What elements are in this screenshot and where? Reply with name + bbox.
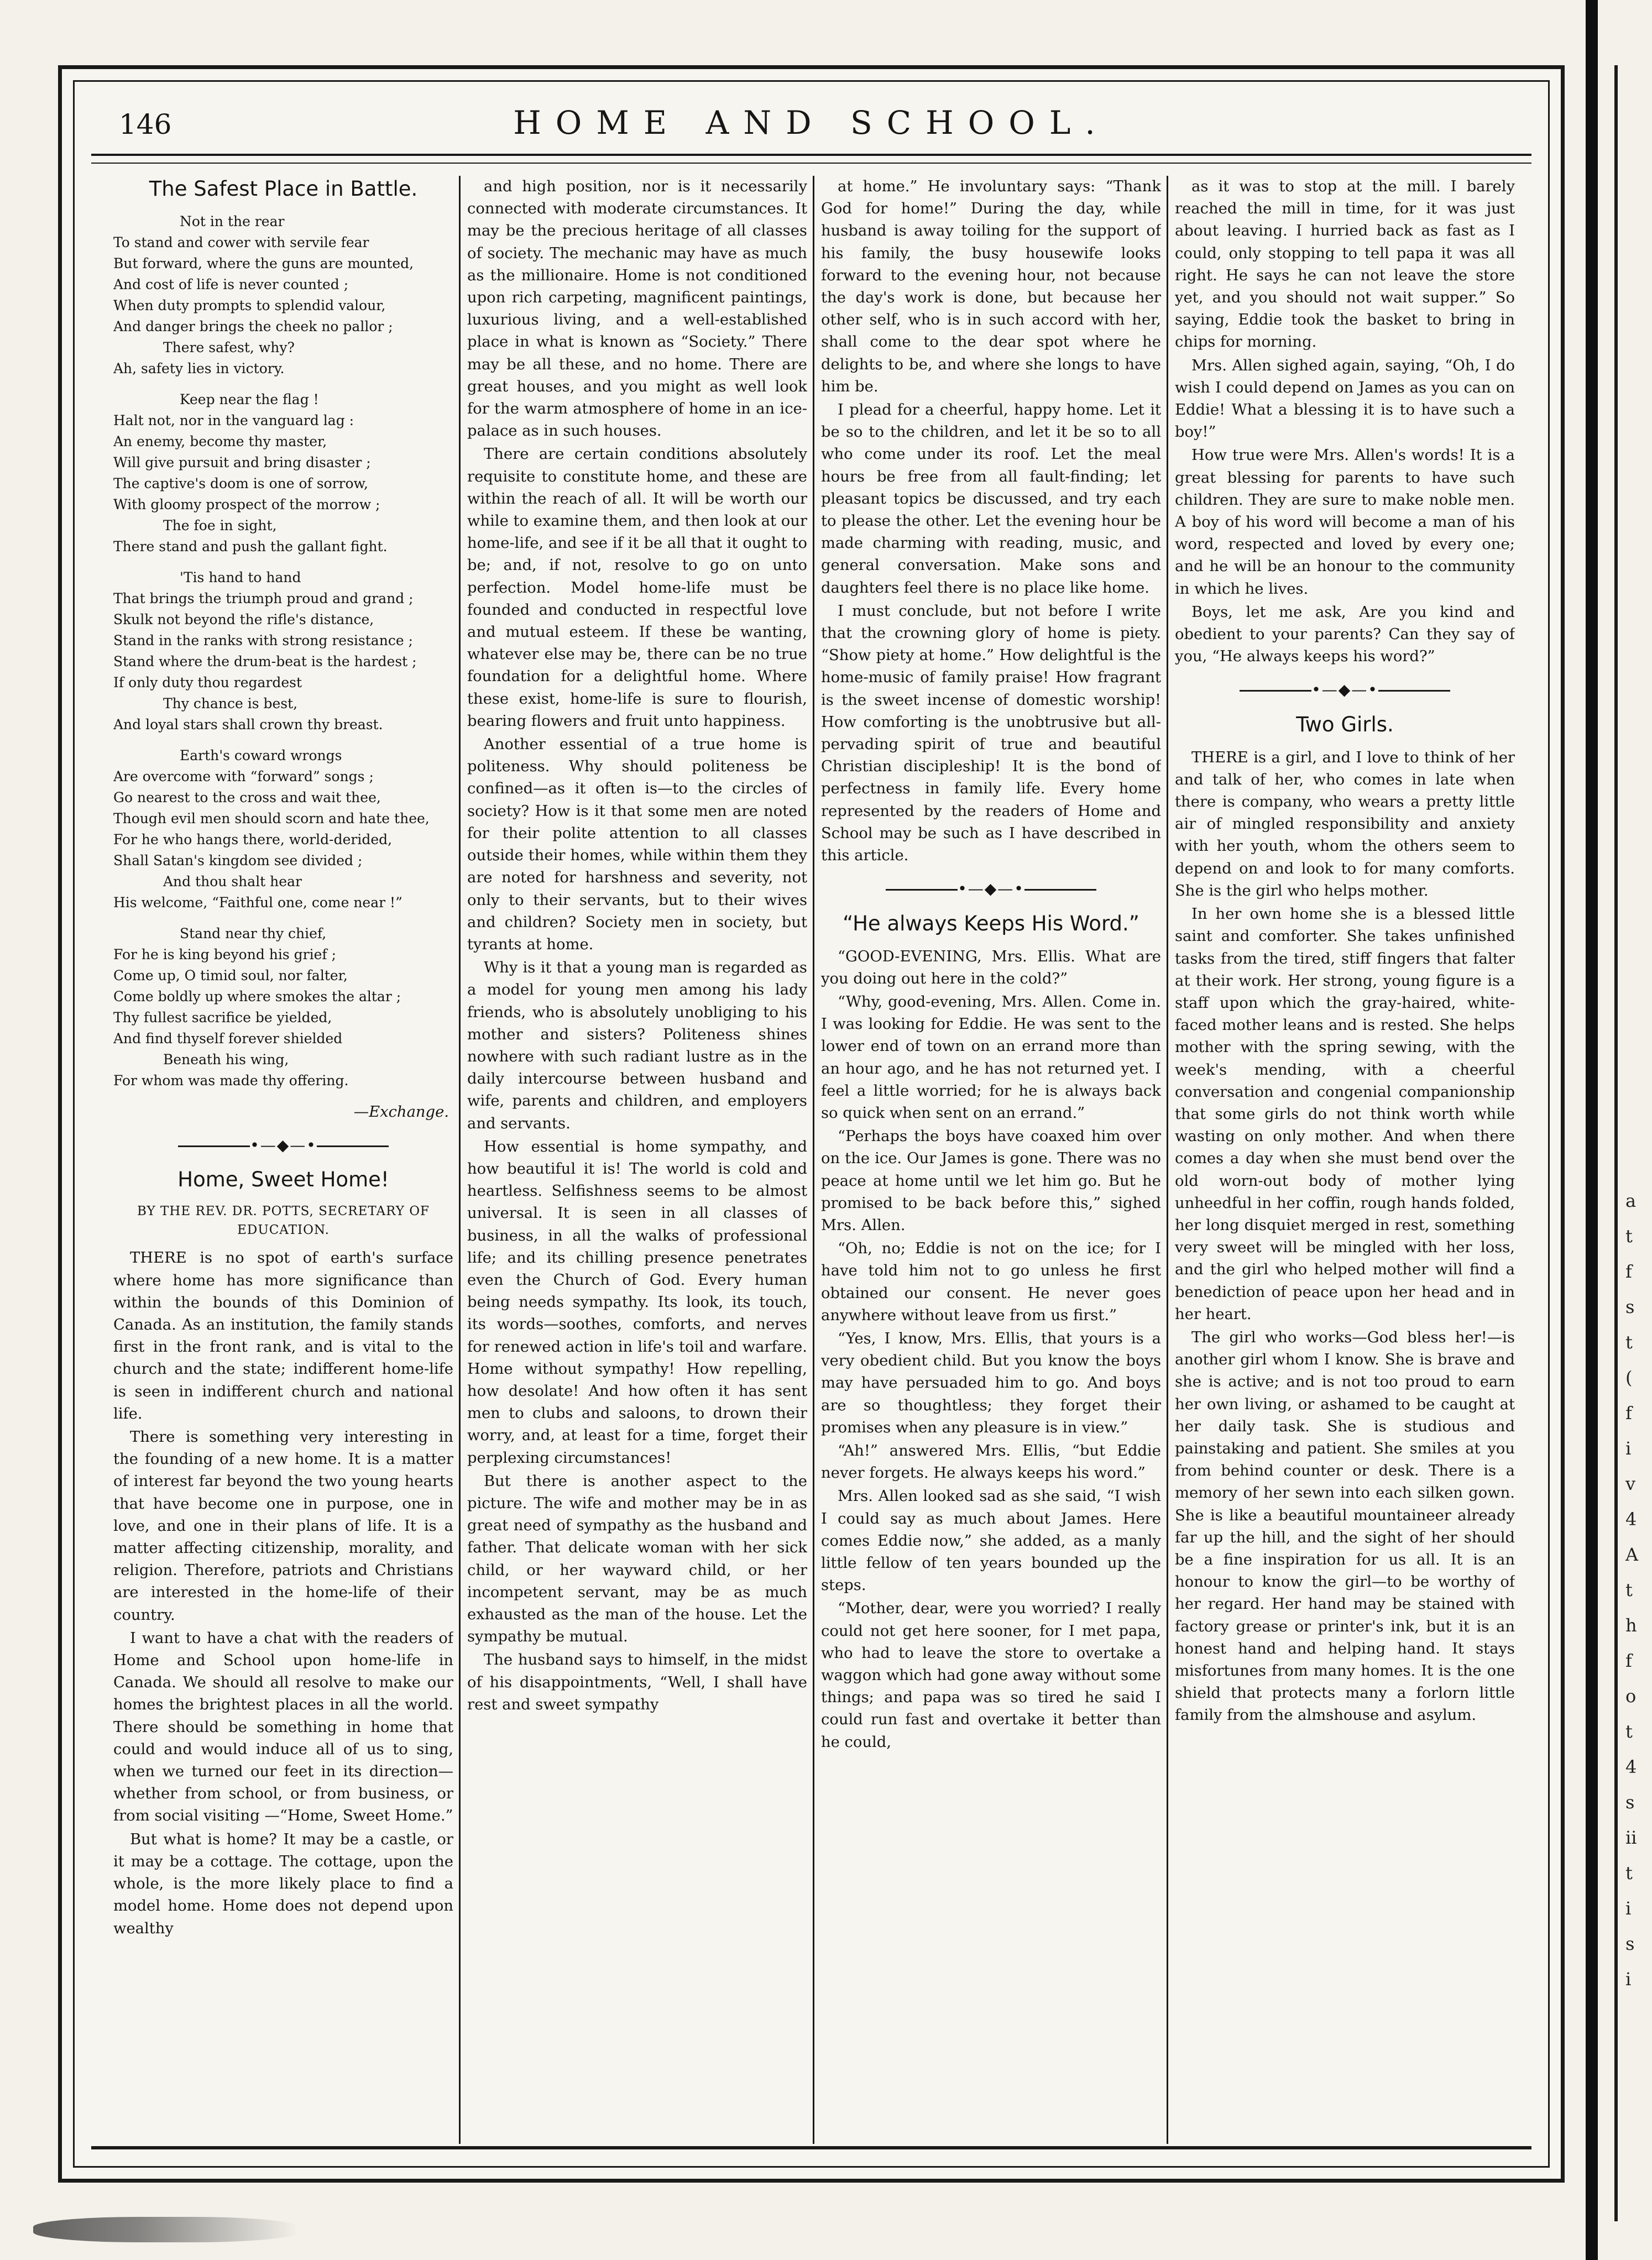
column-1: [113, 176, 453, 2144]
paragraph: But what is home? It may be a castle, or it may be a cottage. The cottage, upon the whole, is the more likely place to find a model home. Home does not depend upon wealthy: [113, 1830, 453, 1937]
poem-line: His welcome, “Faithful one, come near !”: [113, 894, 402, 911]
article-body: [467, 176, 807, 1716]
poem-line: Though evil men should scorn and hate thee,: [113, 810, 430, 826]
paragraph: How essential is home sympathy, and how beautiful it is! The world is cold and heartless. Selfishness seems to be almost universal. It is seen in all classes of business, in all the walks of professional life; and its chilling presence penetrates even the Church of God. Every human being needs sympathy. Its look, its touch, its words—soothes, comforts, and nerves for renewed action in life's toil and warfare. Home without sympathy! How repelling, how desolate! And how often it has sent men to clubs and saloons, to drown their worry, and, at least for a time, forget their perplexing circumstances!: [467, 1138, 807, 1467]
section-divider: [821, 878, 1161, 900]
margin-letter: t: [1625, 1863, 1633, 1884]
ornament: •—◆—•: [1311, 681, 1378, 699]
paragraph: I want to have a chat with the readers of Home and School upon home-life in Canada. We should all resolve to make our homes the brightest places in all the world. There should be something in home that could and would induce all of us to sing, when we turned our feet in its direction—whether from school, or from business, or from social visiting —“Home, Sweet Home.”: [113, 1629, 453, 1825]
margin-letter: f: [1625, 1261, 1632, 1282]
column-4: [1175, 176, 1515, 2144]
margin-letter: s: [1625, 1792, 1635, 1813]
paragraph: There is something very interesting in the founding of a new home. It is a matter of interest far beyond the two young hearts that have become one in purpose, one in love, and one in their plans of life. It is a matter affecting citizenship, morality, and religion. Therefore, patriots and Christians are interested in the home-life of their country.: [113, 1429, 453, 1624]
poem-line: The captive's doom is one of sorrow,: [113, 475, 368, 491]
poem-line: Not in the rear: [180, 213, 285, 229]
story-body: [1175, 176, 1515, 668]
column-3: [821, 176, 1161, 2144]
footer-rule: [91, 2146, 1531, 2149]
poem-line: Stand near thy chief,: [180, 925, 327, 941]
paragraph: THERE is a girl, and I love to think of her and talk of her, who comes in late when there is company, who wears a pretty little air of mingled responsibility and anxiety with her youth, whom the others seem to depend on and look to for many comforts. She is the girl who helps mother.: [1175, 749, 1515, 899]
paragraph: Mrs. Allen sighed again, saying, “Oh, I do wish I could depend on James as you can on Eddie! What a blessing it is to have such a boy!”: [1175, 357, 1515, 441]
article-title: Two Girls.: [1296, 712, 1394, 736]
poem-line: Thy chance is best,: [163, 695, 298, 712]
next-page-margin-text: [1625, 1183, 1648, 1997]
poem-line: Ah, safety lies in victory.: [113, 360, 285, 376]
poem-line: 'Tis hand to hand: [180, 569, 301, 585]
poem-line: And find thyself forever shielded: [113, 1030, 343, 1047]
paragraph: “Oh, no; Eddie is not on the ice; for I have told him not to go unless he first obtained our consent. He never goes anywhere without leave from us first.”: [821, 1240, 1161, 1324]
page-header: [97, 93, 1526, 148]
page-number: 146: [119, 108, 172, 140]
poem-line: There stand and push the gallant fight.: [113, 538, 388, 554]
poem-line: Shall Satan's kingdom see divided ;: [113, 852, 363, 869]
poem-line: Go nearest to the cross and wait thee,: [113, 789, 381, 805]
poem-line: And loyal stars shall crown thy breast.: [113, 716, 383, 733]
ornament: •—◆—•: [250, 1136, 317, 1155]
poem-line: And cost of life is never counted ;: [113, 276, 349, 292]
margin-letter: (: [1625, 1367, 1633, 1388]
ink-smudge: [33, 2217, 299, 2242]
poem-stanza: [113, 745, 453, 913]
paragraph: Why is it that a young man is regarded as a model for young men among his lady friends, who is absolutely unobliging to his mother and sisters? Politeness shines nowhere with such radiant lustre as in the daily intercourse between husband and wife, parents and children, and employers and servants.: [467, 959, 807, 1132]
story-body: [821, 946, 1161, 1754]
poem-line: Will give pursuit and bring disaster ;: [113, 454, 371, 470]
poem-line: Are overcome with “forward” songs ;: [113, 768, 374, 784]
margin-letter: i: [1625, 1969, 1632, 1990]
binding-spine: [1586, 0, 1598, 2260]
paragraph: Boys, let me ask, Are you kind and obedient to your parents? Can they say of you, “He always keeps his word?”: [1175, 603, 1515, 666]
paragraph: at home.” He involuntary says: “Thank God for home!” During the day, while husband is away toiling for the support of his family, the busy housewife looks forward to the evening hour, not because the day's work is done, but because her other self, who is in such accord with her, shall come to the dear spot where he delights to be, and where she longs to have him be.: [821, 178, 1161, 395]
section-divider: [1175, 679, 1515, 701]
column-rule: [459, 176, 461, 2144]
article-body: [113, 1247, 453, 1939]
margin-letter: s: [1625, 1933, 1635, 1954]
poem-line: Come boldly up where smokes the altar ;: [113, 988, 401, 1005]
paragraph: “Yes, I know, Mrs. Ellis, that yours is a very obedient child. But you know the boys may have persuaded him to go. And boys are so thoughtless; they forget their promises when any pleasure is in view.”: [821, 1330, 1161, 1436]
paragraph: “Why, good-evening, Mrs. Allen. Come in. I was looking for Eddie. He was sent to the lower end of town on an errand more than an hour ago, and he has not returned yet. I feel a little worried; for he is always back so quick when sent on an errand.”: [821, 993, 1161, 1122]
poem-stanza: [113, 567, 453, 735]
poem-line: Keep near the flag !: [180, 391, 319, 407]
inner-frame: [73, 80, 1550, 2168]
poem-line: That brings the triumph proud and grand ;: [113, 590, 414, 606]
poem-line: Skulk not beyond the rifle's distance,: [113, 611, 374, 627]
poem-line: Halt not, nor in the vanguard lag :: [113, 412, 354, 428]
paragraph: The husband says to himself, in the midst of his disappointments, “Well, I shall have rest and sweet sympathy: [467, 1651, 807, 1713]
byline: BY THE REV. DR. POTTS, SECRETARY OF EDUCATION.: [137, 1204, 430, 1238]
article-body: [821, 176, 1161, 867]
poem-line: For whom was made thy offering.: [113, 1073, 349, 1089]
margin-letter: t: [1625, 1332, 1633, 1353]
poem-stanza: [113, 211, 453, 379]
paragraph: Mrs. Allen looked sad as she said, “I wish I could say as much about James. Here comes Eddie now,” she added, as a manly little fellow of ten years bounded up the steps.: [821, 1488, 1161, 1594]
paragraph: The girl who works—God bless her!—is another girl whom I know. She is brave and she is active; and is not too proud to earn her own living, or ashamed to be caught at her daily task. She is studious and painstaking and patient. She smiles at you from behind counter or desk. There is a memory of her sewn into each silken gown. She is like a beautiful mountaineer already far up the hill, and the sight of her should be a fine inspiration for us all. It is an honour to know the girl—to be worthy of her regard. Her hand may be stained with factory grease or printer's ink, but it is an honest hand and helping hand. It stays misfortunes from many homes. It is the one shield that protects many a forlorn little family from the almshouse and asylum.: [1175, 1328, 1515, 1724]
paragraph: In her own home she is a blessed little saint and comforter. She takes unfinished tasks from the tired, stiff fingers that falter at their work. Her strong, young figure is a staff upon which the gray-haired, white-faced mother leans and is rested. She helps mother with the spring sewing, with the week's mending, with a cheerful conversation and congenial companionship that some girls do not think worth while wasting on only mother. And when there comes a day when she must bend over the old worn-out body of mother lying unheedful in her coffin, rough hands folded, her long disquiet merged in rest, something very sweet will be mingled with her loss, and the girl who helped mother will find a benediction of peace upon her head and in her heart.: [1175, 906, 1515, 1323]
paragraph: I must conclude, but not before I write that the crowning glory of home is piety. “Show piety at home.” How delightful is the home-music of family praise! How fragrant is the sweet incense of domestic worship! How comforting is the unobtrusive but all-pervading spirit of true and beautiful Christian discipleship! It is the bond of perfectness in family life. Every home represented by the readers of Home and School may be such as I have described in this article.: [821, 602, 1161, 865]
poem-line: With gloomy prospect of the morrow ;: [113, 496, 380, 512]
paragraph: Another essential of a true home is politeness. Why should politeness be confined—as it often is—to the circles of society? How is it that some men are noted for their polite attention to all classes outside their homes, while within them they are noted for harshness and severity, not only to their servants, but to their wives and children? Society men in society, but tyrants at home.: [467, 736, 807, 953]
story-title: “He always Keeps His Word.”: [843, 911, 1139, 935]
article-title: Home, Sweet Home!: [177, 1168, 389, 1192]
poem-line: Come up, O timid soul, nor falter,: [113, 967, 348, 983]
poem-stanza: [113, 389, 453, 557]
poem-line: An enemy, become thy master,: [113, 433, 327, 449]
masthead-title: HOME AND SCHOOL.: [513, 104, 1110, 142]
paragraph: THERE is no spot of earth's surface where home has more significance than within the bounds of this Dominion of Canada. As an institution, the family stands first in the front rank, and is vital to the church and the state; indifferent home-life is seen in indifferent church and national life.: [113, 1249, 453, 1422]
margin-letter: i: [1625, 1898, 1632, 1919]
poem-line: Thy fullest sacrifice be yielded,: [113, 1009, 332, 1026]
margin-letter: f: [1625, 1650, 1632, 1671]
poem-line: For he is king beyond his grief ;: [113, 946, 337, 962]
section-divider: [113, 1134, 453, 1157]
margin-letter: v: [1625, 1473, 1636, 1494]
paragraph: But there is another aspect to the picture. The wife and mother may be in as great need of sympathy as the husband and father. That delicate woman with her sick child, or her wayward child, or her incompetent servant, may be as much exhausted as the man of the house. Let the sympathy be mutual.: [467, 1472, 807, 1646]
margin-letter: 4: [1625, 1509, 1637, 1530]
poem-line: For he who hangs there, world-derided,: [113, 831, 393, 848]
poem-line: And danger brings the cheek no pallor ;: [113, 318, 393, 334]
margin-letter: f: [1625, 1403, 1632, 1424]
header-rule: [91, 154, 1531, 164]
paragraph: as it was to stop at the mill. I barely reached the mill in time, for it was just about leaving. I hurried back as fast as I could, only stopping to tell papa it was all right. He says he can not leave the store yet, and you should not wait supper.” So saying, Eddie took the basket to bring in chips for morning.: [1175, 178, 1515, 351]
margin-letter: t: [1625, 1721, 1633, 1742]
paragraph: “Mother, dear, were you worried? I really could not get here sooner, for I met papa, who had to leave the store to overtake a waggon which had gone away without some things; and papa was so tired he said I could run fast and overtake it better than he could,: [821, 1600, 1161, 1751]
poem-credit: —Exchange.: [353, 1103, 449, 1121]
column-2: [467, 176, 807, 2144]
poem-line: Beneath his wing,: [163, 1051, 289, 1068]
page-frame: [58, 65, 1565, 2183]
paragraph: and high position, nor is it necessarily connected with moderate circumstances. It may be the precious heritage of all classes of society. The mechanic may have as much as the millionaire. Home is not conditioned upon rich carpeting, magnificent paintings, luxurious living, and a well-established place in what is known as “Society.” There may be all these, and no home. There are great houses, and you might as well look for the warm atmosphere of home in an ice-palace as in such houses.: [467, 178, 807, 440]
poem-line: To stand and cower with servile fear: [113, 234, 369, 250]
poem-line: The foe in sight,: [163, 517, 277, 533]
poem-line: Earth's coward wrongs: [180, 747, 342, 763]
column-rule: [813, 176, 814, 2144]
margin-letter: o: [1625, 1686, 1637, 1707]
margin-letter: t: [1625, 1226, 1633, 1247]
margin-letter: a: [1625, 1190, 1637, 1211]
poem-line: If only duty thou regardest: [113, 674, 302, 690]
column-rule: [1167, 176, 1168, 2144]
paragraph: I plead for a cheerful, happy home. Let it be so to the children, and let it be so to all who come under its roof. Let the meal hours be free from all fault-finding; let pleasant topics be discussed, and try each to please the other. Let the evening hour be made charming with reading, music, and general conversation. Make sons and daughters feel there is no place like home.: [821, 401, 1161, 597]
paragraph: “GOOD-EVENING, Mrs. Ellis. What are you doing out here in the cold?”: [821, 948, 1161, 987]
margin-letter: 4: [1625, 1756, 1637, 1777]
margin-letter: ii: [1625, 1827, 1637, 1848]
poem-line: There safest, why?: [163, 339, 295, 355]
columns: [113, 176, 1515, 2144]
margin-letter: A: [1625, 1544, 1639, 1565]
poem-stanza: [113, 923, 453, 1091]
poem-line: But forward, where the guns are mounted,: [113, 255, 414, 271]
poem: [113, 211, 453, 1091]
margin-letter: i: [1625, 1438, 1632, 1459]
poem-line: When duty prompts to splendid valour,: [113, 297, 386, 313]
paragraph: “Ah!” answered Mrs. Ellis, “but Eddie never forgets. He always keeps his word.”: [821, 1442, 1161, 1482]
paragraph: “Perhaps the boys have coaxed him over on the ice. Our James is gone. There was no peace at home until we let him go. But he promised to be back before this,” sighed Mrs. Allen.: [821, 1128, 1161, 1234]
paragraph: How true were Mrs. Allen's words! It is a great blessing for parents to have such children. They are sure to make noble men. A boy of his word will become a man of his word, respected and loved by every one; and he will be an honour to the community in which he lives.: [1175, 447, 1515, 598]
margin-letter: h: [1625, 1615, 1637, 1636]
margin-letter: t: [1625, 1579, 1633, 1600]
poem-line: Stand in the ranks with strong resistance ;: [113, 632, 413, 648]
paragraph: There are certain conditions absolutely requisite to constitute home, and these are within the reach of all. It will be worth our while to examine them, and then look at our home-life, and see if it be all that it ought to be; and, if not, resolve to go on unto perfection. Model home-life must be founded and conducted in respectful love and mutual esteem. If these be wanting, whatever else may be, there can be no true foundation for a delightful home. Where these exist, home-life is sure to flourish, bearing flowers and fruit unto happiness.: [467, 446, 807, 730]
poem-line: Stand where the drum-beat is the hardest ;: [113, 653, 417, 669]
poem-line: And thou shalt hear: [163, 873, 302, 890]
margin-letter: s: [1625, 1296, 1635, 1317]
article-body: [1175, 747, 1515, 1727]
ornament: •—◆—•: [958, 880, 1024, 898]
poem-title: The Safest Place in Battle.: [149, 177, 418, 201]
